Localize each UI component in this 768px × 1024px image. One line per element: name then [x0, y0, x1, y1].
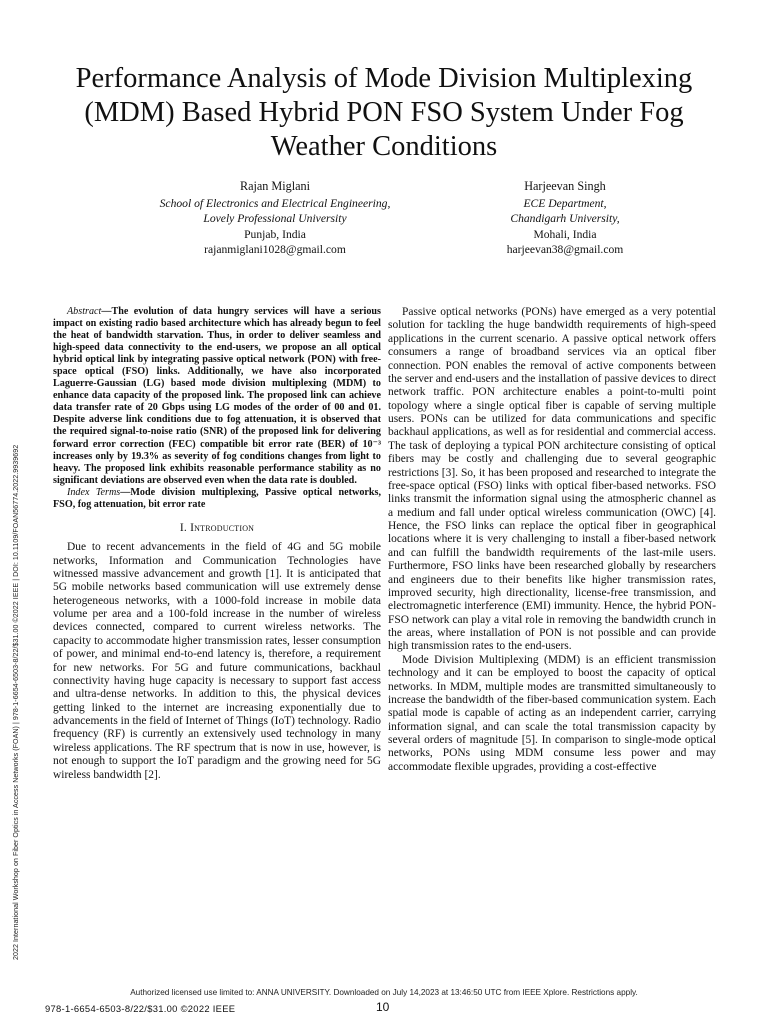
- conference-side-banner: 2022 International Workshop on Fiber Optics in Access Networks (FOAN) | 978-1-6654-6503-8/22/$31.00 ©2022 IEEE | DOI: 10.1109/FOAN56774.2022.9939692: [12, 444, 20, 960]
- paper-title: Performance Analysis of Mode Division Multiplexing (MDM) Based Hybrid PON FSO System Under Fog Weather Conditions: [75, 63, 693, 162]
- body-paragraph-mdm: Mode Division Multiplexing (MDM) is an efficient transmission technology and it can be employed to boost the capacity of optical networks. In MDM, multiple modes are transmitted simultaneously to increase the bandwidth of the fiber-based communication system. Each spatial mode is capable of acting as an independent carrier, carrying information signal, and can scale the total transmission capacity by several orders of magnitude [5]. In comparison to single-mode optical networks, PONs using MDM consume less power and may accommodate flexible upgrades, providing a cost-effective: [388, 653, 716, 773]
- author-email: harjeevan38@gmail.com: [506, 243, 624, 257]
- abstract: [53, 306, 381, 487]
- index-terms-label: Index Terms: [67, 486, 121, 498]
- author-affiliation: School of Electronics and Electrical Engineering,: [159, 196, 391, 210]
- author-affiliation: ECE Department,: [523, 196, 607, 210]
- index-terms: [53, 487, 381, 511]
- author-location: Mohali, India: [533, 227, 597, 241]
- author-name: Rajan Miglani: [239, 179, 311, 193]
- license-footer: Authorized licensed use limited to: ANNA UNIVERSITY. Downloaded on July 14,2023 at 13:46:50 UTC from IEEE Xplore. Restrictions apply.: [130, 988, 638, 997]
- body-paragraph-pon: Passive optical networks (PONs) have emerged as a very potential solution for tackling the huge bandwidth requirements of high-speed applications in the current scenario. A passive optical network offers consumers a range of broadband services via an optical fiber connection. PON enables the removal of active components between the server and end-users and the installation of passive devices to direct network traffic. PON architecture enables a point-to-multi point topology where a single optical fiber is capable of serving multiple users. PONs can be utilized for data communications and specific backhaul applications, as well as for residential and commercial access. The task of deploying a typical PON architecture consisting of optical fibers may be costly and challenging due to several geographic restrictions [3]. So, it has been proposed and researched to integrate the free-space optical (FSO) links with optical fiber-based networks. FSO links transmit the information signal using the atmospheric channel as a medium and fall under optical wireless communication (OWC) [4]. Hence, the FSO links can replace the optical fiber in geographical locations where it is very challenging to install a fiber-based network and can fulfill the bandwidth requirements of the last-mile users. Furthermore, FSO links have been researched globally by researchers and engineers due to their benefits like higher transmission rates, improved security, high directionality, license-free transmission, and electromagnetic interference (EMI) immunity. Hence, the hybrid PON-FSO network can play a vital role in removing the bandwidth crunch in the areas, where installation of PON is not possible and can provide high transmission rates to the end-users.: [388, 306, 716, 653]
- section-number: I.: [179, 520, 191, 534]
- section-heading: [53, 521, 381, 534]
- left-column: [53, 306, 381, 782]
- right-column: [388, 306, 716, 774]
- page-number: 10: [376, 1000, 390, 1014]
- author-location: Punjab, India: [244, 227, 306, 241]
- author-affiliation: Chandigarh University,: [510, 212, 620, 226]
- section-title: Introduction: [190, 520, 255, 534]
- abstract-text: —The evolution of data hungry services will have a serious impact on existing radio based architecture which has already begun to feel the heat of bandwidth starvation. Thus, in order to deliver seamless and high-speed data connectivity to the end-users, we propose an all optical hybrid optical link by integrating passive optical network (PON) with free-space optical (FSO) links. Additionally, we have also incorporated Laguerre-Gaussian (LG) based mode division multiplexing (MDM) to enhance data capacity of the proposed link. The proposed link can achieve data transfer rate of 20 Gbps using LG modes of the order of 00 and 01. Despite adverse link conditions due to fog attenuation, it is observed that the required signal-to-noise ratio (SNR) of the proposed link for delivering forward error correction (FEC) compatible bit error rate (BER) of 10⁻³ increases only by 19.3% as severity of fog conditions changes from light to heavy. The proposed link exhibits reasonable performance stability as no significant deviations are observed even when the data rate is doubled.: [53, 306, 381, 486]
- author-block-1: [130, 179, 420, 258]
- author-name: Harjeevan Singh: [524, 179, 606, 193]
- abstract-label: Abstract: [67, 306, 102, 317]
- intro-paragraph: Due to recent advancements in the field of 4G and 5G mobile networks, Information and Communication Technologies have witnessed massive advancement and growth [1]. It is anticipated that 5G mobile networks based communication will use extremely dense heterogeneous networks, with a 1000-fold increase in mobile data volume per area and a 100-fold increase in the number of wireless devices connected, compared to current wireless networks. The capacity to accommodate higher transmission rates, lesser consumption of power, and minimal end-to-end latency is, therefore, a requirement for new networks. For 5G and future communications, backhaul connectivity having huge capacity is necessary to support fast access and ultra-dense networks. In addition to this, the physical devices getting linked to the internet are increasing exponentially due to advancements in the field of Internet of Things (IoT) technology. Radio frequency (RF) is currently an extensively used technology in many wireless applications. The RF spectrum that is now in use, however, is not enough to support the IoT paradigm and the growing need for 5G wireless bandwidth [2].: [53, 541, 381, 781]
- isbn-footer: 978-1-6654-6503-8/22/$31.00 ©2022 IEEE: [45, 1003, 236, 1014]
- author-block-2: [450, 179, 680, 258]
- author-affiliation: Lovely Professional University: [203, 212, 347, 226]
- index-terms-text: —Mode division multiplexing, Passive optical networks, FSO, fog attenuation, bit error rate: [53, 486, 381, 510]
- author-email: rajanmiglani1028@gmail.com: [204, 243, 346, 257]
